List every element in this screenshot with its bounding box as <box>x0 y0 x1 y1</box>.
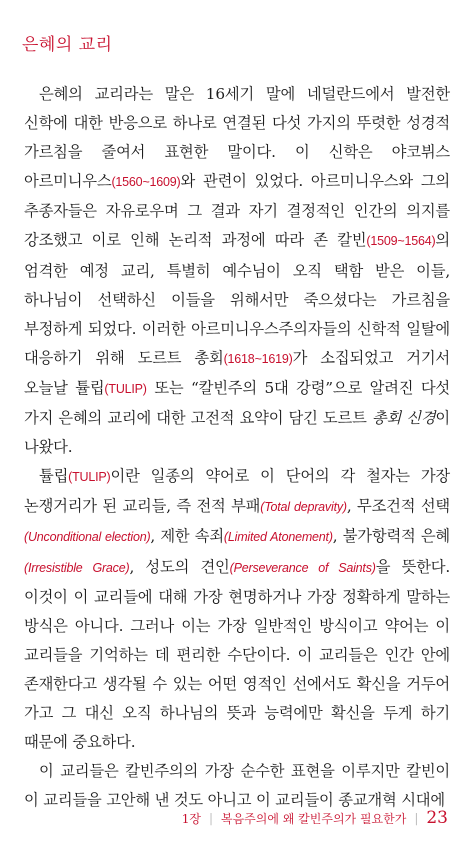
english-term: (Limited Atonement) <box>223 530 333 545</box>
english-term: (Total depravity) <box>260 500 347 515</box>
chapter-section-title: 은혜의 교리 <box>22 35 113 55</box>
acronym-annotation: (TULIP) <box>104 381 147 396</box>
text: 또는 “칼빈주의 5대 강령”으로 알려진 다섯 가지 은혜의 교리에 대한 고전적 요약이 담긴 도르트 <box>24 378 450 428</box>
text: 가 소집되었고 거기서 오늘날 튤립 <box>24 348 450 397</box>
text: 이 나왔다. <box>24 409 450 457</box>
separator: | <box>414 811 419 825</box>
text: 은혜의 교리라는 말은 16세기 말에 네덜란드에서 발전한 신학에 대한 반응으로 하나로 연결된 다섯 가지의 뚜렷한 성경적 가르침을 줄여서 표현한 말이다. 이 신학은 야코뷔스 아르미니우스 <box>24 85 450 191</box>
paragraph: 이 교리들은 칼빈주의의 가장 순수한 표현을 이루지만 칼빈이 이 교리들을 고안해 낸 것도 아니고 이 교리들이 종교개혁 시대에 <box>24 762 450 810</box>
text: 와 관련이 있었다. 아르미니우스와 그의 추종자들은 자유로우며 그 결과 자기 결정적인 인간의 의지를 강조했고 이로 인해 논리적 과정에 따라 존 칼빈 <box>24 172 450 250</box>
chapter-title: 복음주의에 왜 칼빈주의가 필요한가 <box>220 811 407 826</box>
years-annotation: (1618~1619) <box>223 351 293 366</box>
page-footer <box>0 806 448 830</box>
text: 을 뜻한다. 이것이 이 교리들에 대해 가장 현명하거나 가장 정확하게 말하는 방식은 아니다. 그러나 이는 가장 일반적인 방식이고 약어는 이 교리들을 기억하는 데 편리한 수단이다. 이 교리들은 인간 안에 존재한다고 생각될 수 있는 어떤 영적인 선에서도 확신을 거두어 가고 그 대신 오직 하나님의 뜻과 능력에만 확신을 두게 하기 때문에 중요하다. <box>24 557 451 752</box>
text: 이란 일종의 약어로 이 단어의 각 철자는 가장 논쟁거리가 된 교리들, 즉 전적 부패 <box>24 467 450 516</box>
text: , 제한 속죄 <box>150 527 224 546</box>
paragraph <box>24 462 450 757</box>
text: , 무조건적 선택 <box>346 497 450 516</box>
page-number: 23 <box>426 808 448 828</box>
text: 의 엄격한 예정 교리, 특별히 예수님이 오직 택함 받은 이들, 하나님이 선택하신 이들을 위해서만 죽으셨다는 가르침을 부정하게 되었다. 이러한 아르미니우스주의자들의 신학적 일탈에 대응하기 위해 도르트 총회 <box>24 231 450 367</box>
text: , 성도의 견인 <box>129 557 230 576</box>
paragraph <box>24 80 450 462</box>
english-term: (Unconditional election) <box>24 530 151 545</box>
years-annotation: (1560~1609) <box>111 175 181 190</box>
text: 튤립 <box>39 467 69 486</box>
english-term: (Irresistible Grace) <box>24 560 130 575</box>
chapter-number: 1장 <box>181 811 201 826</box>
document-title: 총회 신경 <box>371 409 436 428</box>
english-term: (Perseverance of Saints) <box>229 560 376 575</box>
years-annotation: (1509~1564) <box>366 234 436 249</box>
separator: | <box>208 811 213 825</box>
body-text <box>24 80 450 815</box>
acronym-annotation: (TULIP) <box>68 470 111 485</box>
text: , 불가항력적 은혜 <box>332 527 451 546</box>
